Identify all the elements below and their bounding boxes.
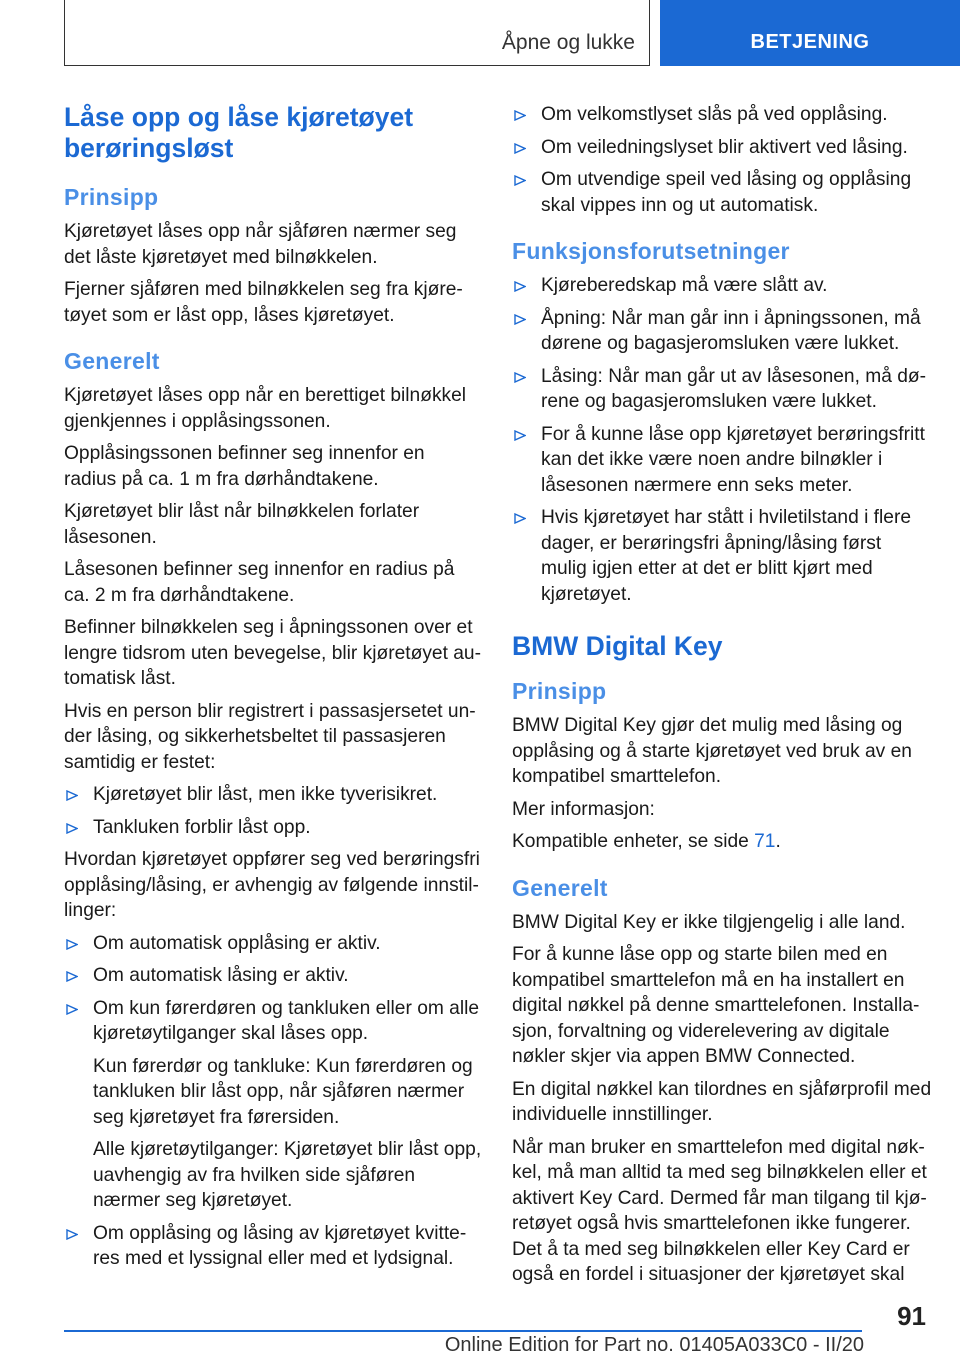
list-item-subparagraph: Kun førerdør og tankluke: Kun førerdøren og tankluken blir låst opp, når sjåføren nærmer seg kjøretøyet fra førersiden. [93,1055,473,1128]
triangle-right-outline-icon [514,513,526,524]
compatible-devices-text: Kompatible enheter, se side [512,831,755,852]
digital-key-paragraph-2: Mer informasjon: [512,798,655,820]
principle-heading: Prinsipp [64,184,159,210]
list-item [512,135,932,161]
settings-list-continued [512,102,932,218]
page-title: Låse opp og låse kjøretøyet berøringsløst [64,102,414,163]
list-item [512,505,932,607]
requirements-list [512,273,932,607]
list-item-subparagraph: Alle kjøretøytilganger: Kjøretøyet blir låst opp, uavhengig av fra hvilken side sjåføren nærmer seg kjøretøyet. [93,1139,482,1211]
triangle-right-outline-icon [66,823,78,834]
list-item-text: Kjøretøyet blir låst, men ikke tyverisikret. [93,784,438,805]
triangle-right-outline-icon [66,939,78,950]
list-item [512,422,932,499]
triangle-right-outline-icon [514,175,526,186]
list-item [64,1221,482,1272]
general-paragraph-6: Hvis en person blir registrert i passasjersetet under låsing, og sikkerhetsbeltet til passasjeren samtidig er festet: [64,700,476,773]
general-heading: Generelt [64,348,160,374]
digital-key-paragraph-3 [512,829,932,855]
triangle-right-outline-icon [514,372,526,383]
section-title: Åpne og lukke [501,31,635,54]
list-item-text: Låsing: Når man går ut av låsesonen, må dørene og bagasjeromsluken være lukket. [541,365,927,412]
footer-divider [64,1330,862,1332]
list-item [512,167,932,218]
principle-paragraph-1: Kjøretøyet låses opp når sjåføren nærmer seg det låste kjøretøyet med bilnøkkelen. [64,221,457,268]
list-item-text: Om automatisk opplåsing er aktiv. [93,932,381,954]
list-item [512,306,932,357]
triangle-right-outline-icon [66,1229,78,1240]
list-item-text: Hvis kjøretøyet har stått i hviletilstand i flere dager, er berøringsfri åpning/låsing først mulig igjen etter at det er blitt kjørt med kjøretøyet. [541,507,912,605]
triangle-right-outline-icon [514,430,526,441]
digital-key-general-paragraph-1: BMW Digital Key er ikke tilgjengelig i alle land. [512,911,906,933]
left-column [64,102,482,1279]
list-item-text: Om kun førerdøren og tankluken eller om alle kjøretøytilganger skal låses opp. [93,997,480,1044]
general-paragraph-7: Hvordan kjøretøyet oppfører seg ved berøringsfri opplåsing/låsing, er avhengig av følgende innstillinger: [64,849,480,921]
digital-key-general-paragraph-2: For å kunne låse opp og starte bilen med en kompatibel smarttelefon må en ha installert en digital nøkkel på denne smarttelefonen. Installasjon, forvaltning og viderelevering av digitale nøkler skjer via appen BMW Connected. [512,944,920,1067]
page-reference-link[interactable]: 71 [754,831,776,852]
triangle-right-outline-icon [514,110,526,121]
section-tab [64,0,650,66]
list-item-text: Om velkomstlyset slås på ved opplåsing. [541,104,888,125]
digital-key-general-paragraph-3: En digital nøkkel kan tilordnes en sjåførprofil med individuelle innstillinger. [512,1078,932,1125]
digital-key-title: BMW Digital Key [512,631,723,661]
general-paragraph-1: Kjøretøyet låses opp når en berettiget bilnøkkel gjenkjennes i opplåsingssonen. [64,385,467,432]
list-item-text: Om veiledningslyset blir aktivert ved låsing. [541,136,908,158]
triangle-right-outline-icon [66,971,78,982]
passenger-list [64,782,482,840]
list-item [512,364,932,415]
digital-key-paragraph-1: BMW Digital Key gjør det mulig med låsing og opplåsing og å starte kjøretøyet ved bruk av en kompatibel smarttelefon. [512,715,912,787]
list-item-text: Om automatisk låsing er aktiv. [93,965,349,986]
sentence-end: . [775,831,781,852]
list-item-text: Om opplåsing og låsing av kjøretøyet kvitteres med et lyssignal eller med et lydsignal. [93,1222,467,1269]
list-item-text: Åpning: Når man går inn i åpningssonen, må dørene og bagasjeromsluken være lukket. [541,307,921,354]
right-column [512,102,932,1295]
digital-key-principle-heading: Prinsipp [512,678,607,704]
triangle-right-outline-icon [66,1004,78,1015]
general-paragraph-5: Befinner bilnøkkelen seg i åpningssonen over et lengre tidsrom uten bevegelse, blir kjøretøyet automatisk låst. [64,617,481,689]
list-item [512,273,932,299]
list-item [64,931,482,957]
list-item [64,996,482,1214]
list-item-text: For å kunne låse opp kjøretøyet berøringsfritt kan det ikke være noen andre bilnøkler i låsesonen nærmere enn seks meter. [541,423,925,496]
list-item [64,815,482,841]
list-item-text: Om utvendige speil ved låsing og opplåsing skal vippes inn og ut automatisk. [541,169,912,216]
page-number: 91 [897,1301,926,1331]
general-paragraph-2: Opplåsingssonen befinner seg innenfor en radius på ca. 1 m fra dørhåndtakene. [64,443,425,490]
principle-paragraph-2: Fjerner sjåføren med bilnøkkelen seg fra kjøretøyet som er låst opp, låses kjøretøyet. [64,279,463,326]
settings-list [64,931,482,1272]
digital-key-general-paragraph-4: Når man bruker en smarttelefon med digital nøkkel, må man alltid ta med seg bilnøkkelen eller et aktivert Key Card. Dermed får man tilgang til kjøretøyet også hvis smarttelefonen ikke fungerer. Det å ta med seg bilnøkkelen eller Key Card er også en fordel i situasjoner der kjøretøyet skal [512,1136,927,1285]
general-paragraph-4: Låsesonen befinner seg innenfor en radius på ca. 2 m fra dørhåndtakene. [64,559,455,606]
list-item [64,963,482,989]
list-item-text: Tankluken forblir låst opp. [93,816,311,838]
triangle-right-outline-icon [514,314,526,325]
list-item [64,782,482,808]
requirements-heading: Funksjonsforutsetninger [512,238,790,264]
triangle-right-outline-icon [66,790,78,801]
list-item [512,102,932,128]
digital-key-general-heading: Generelt [512,874,608,901]
general-paragraph-3: Kjøretøyet blir låst når bilnøkkelen forlater låsesonen. [64,501,420,548]
triangle-right-outline-icon [514,281,526,292]
triangle-right-outline-icon [514,143,526,154]
chapter-title: BETJENING [750,31,870,53]
chapter-tab [660,0,960,66]
edition-info: Online Edition for Part no. 01405A033C0 - II/20 [444,1334,864,1356]
page-header [0,0,960,66]
list-item-text: Kjøreberedskap må være slått av. [541,275,828,296]
